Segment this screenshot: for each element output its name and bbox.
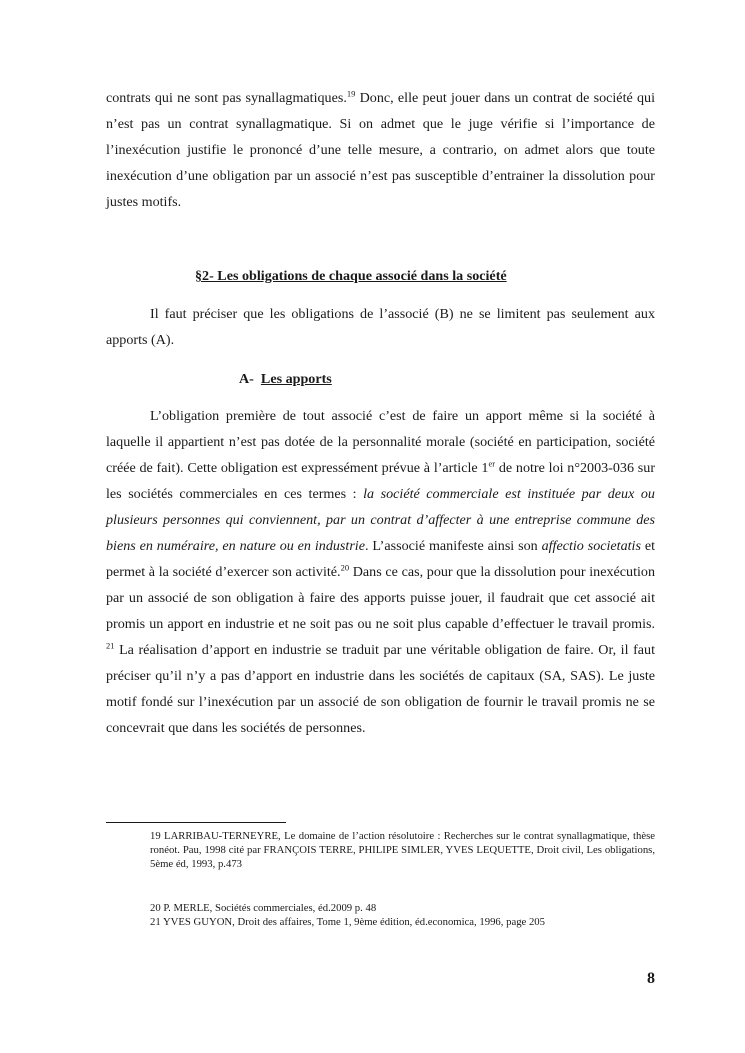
footnote-ref-19[interactable]: 19 [346,88,356,99]
paragraph-intro-text-2: Donc, elle peut jouer dans un contrat de société qui n’est pas un contrat synallagmatique. Si on admet que le juge vérifie si l’importance de l’inexécution justifie le prononcé d’une telle mesure, a contrario, on admet alors que toute inexécution d’une obligation par un associé n’est pas susceptible d’entrainer la dissolution pour justes motifs. [106,90,656,210]
paragraph-main [106,403,655,741]
paragraph-main-text-3: . L’associé manifeste ainsi son [364,538,542,554]
document-body [106,85,655,741]
latin-term: affectio societatis [541,538,641,554]
paragraph-main-text-2: de notre loi n°2003-036 sur les sociétés commerciales en ces termes : [106,460,656,502]
page-number: 8 [647,970,655,987]
subsection-label: A- [239,371,254,387]
footnotes-area [106,822,655,929]
paragraph-main-text-6: La réalisation d’apport en industrie se traduit par une véritable obligation de faire. Or, il faut préciser qu’il n’y a pas d’apport en industrie dans les sociétés de capitaux (SA, SAS). Le juste motif fondé sur l’inexécution par un associé de son obligation de fournir le travail promis ne se concevrait que dans les sociétés de personnes. [106,642,655,736]
paragraph-intro [106,85,655,215]
paragraph-intro-text-1: contrats qui ne sont pas synallagmatiques. [106,90,347,106]
footnote-ref-21[interactable]: 21 [106,640,115,651]
subsection-title: Les apports [260,371,332,387]
law-quote: la société commerciale est instituée par deux ou plusieurs personnes qui conviennent, par un contrat d’affecter à une entreprise commune des biens en numéraire, en nature ou en industrie [106,486,655,554]
footnote-separator [106,822,286,823]
paragraph-main-text-5: Dans ce cas, pour que la dissolution pour inexécution par un associé de son obligation à faire des apports puisse jouer, il faudrait que cet associé ait promis un apport en industrie et ne soit pas ou ne soit plus capable d’effectuer le travail promis. [106,564,655,632]
footnote-20: 20 P. MERLE, Sociétés commerciales, éd.2009 p. 48 [150,902,377,914]
superscript-er: er [488,458,496,469]
footnote-21: 21 YVES GUYON, Droit des affaires, Tome 1, 9ème édition, éd.economica, 1996, page 205 [150,916,545,928]
subsection-heading [239,366,655,392]
section-title: §2- Les obligations de chaque associé dans la société [195,268,507,284]
paragraph-main-text-4: et permet à la société d’exercer son activité. [106,538,655,580]
footnote-ref-20[interactable]: 20 [340,562,350,573]
paragraph-main-text-1: L’obligation première de tout associé c’est de faire un apport même si la société à laquelle il appartient n’est pas dotée de la personnalité morale (société en participation, société créée de fait). Cette obligation est expressément prévue à l’article 1 [106,408,655,476]
paragraph-section-intro: Il faut préciser que les obligations de l’associé (B) ne se limitent pas seulement aux apports (A). [106,306,655,348]
footnote-19: 19 LARRIBAU-TERNEYRE, Le domaine de l’action résolutoire : Recherches sur le contrat synallagmatique, thèse ronéot. Pau, 1998 cité par FRANÇOIS TERRE, PHILIPE SIMLER, YVES LEQUETTE, Droit civil, Les obligations, 5ème éd, 1993, p.473 [150,830,655,870]
